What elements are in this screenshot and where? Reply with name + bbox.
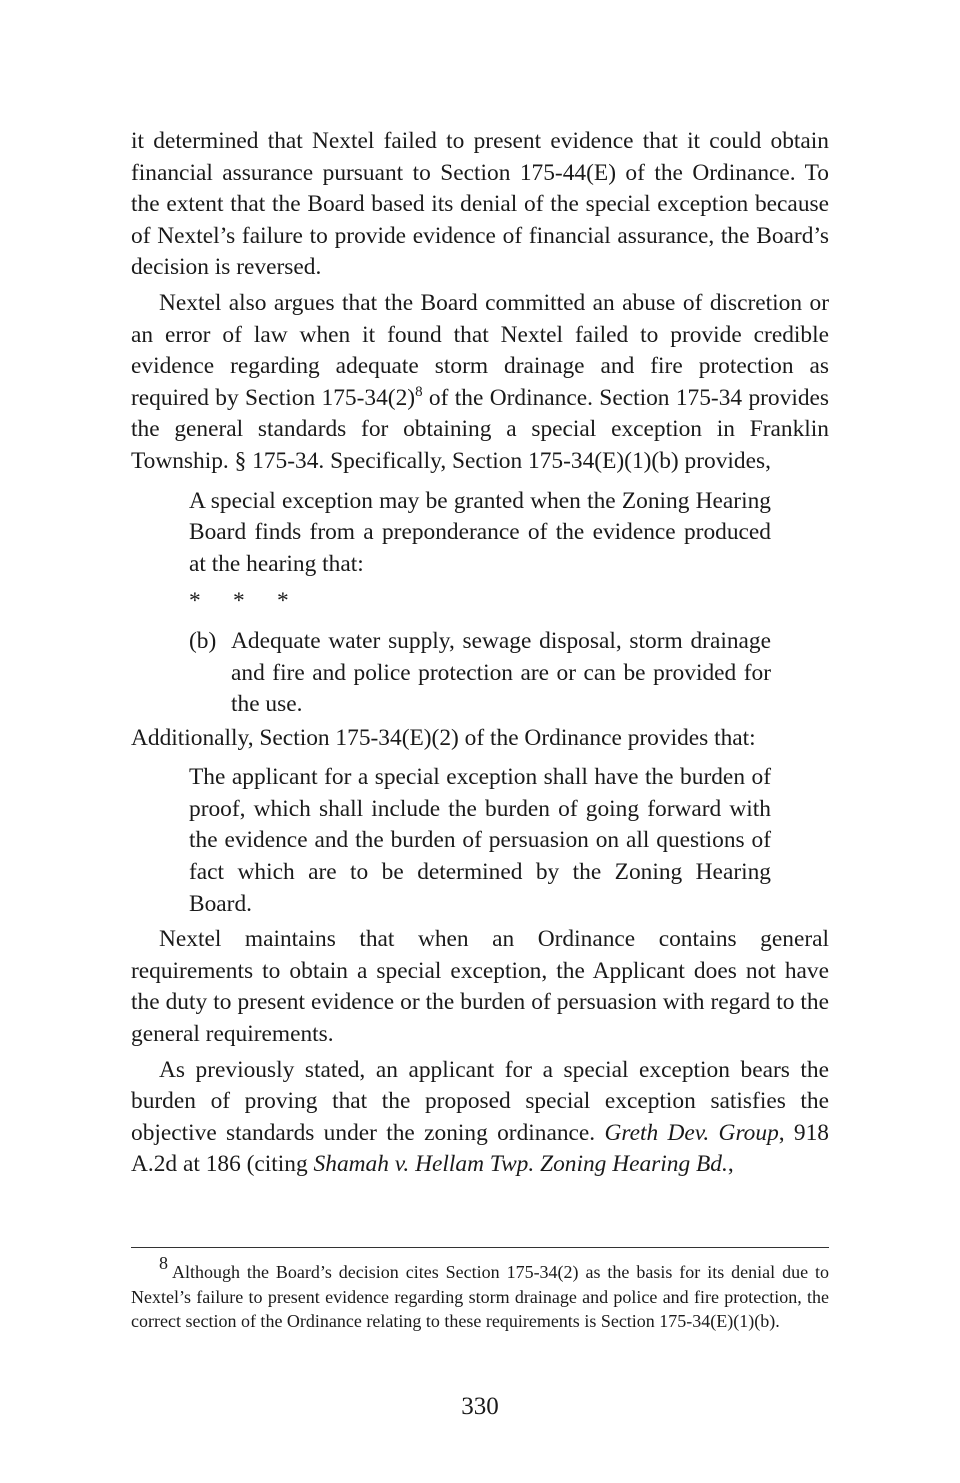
star: * xyxy=(277,588,289,615)
paragraph-2-text-b: of the Ordinance. Section 175-34 provides the general standards for obtaining a special exception in Franklin Township. § 175-34. Specifically, Section 175-34(E)(1)(b) provides, xyxy=(131,384,829,474)
star: * xyxy=(189,588,201,615)
list-item-label: (b) xyxy=(189,627,217,654)
block-quote-1: A special exception may be granted when the Zoning Hearing Board finds from a preponderance of the evidence produced at the hearing that: xyxy=(189,487,771,577)
case-citation-1: Greth Dev. Group xyxy=(604,1119,779,1146)
paragraph-2 xyxy=(131,288,829,478)
footnote xyxy=(131,1253,829,1334)
paragraph-5 xyxy=(131,1055,829,1181)
block-quote-2: The applicant for a special exception shall have the burden of proof, which shall include the burden of going forward with the evidence and the burden of persuasion on all questions of fact which are to be determined by the Zoning Hearing Board. xyxy=(189,764,771,917)
page-body xyxy=(131,126,829,1181)
list-item-text: Adequate water supply, sewage disposal, storm drainage and fire and police protection are or can be provided for the use. xyxy=(231,627,771,718)
paragraph-4: Nextel maintains that when an Ordinance contains general requirements to obtain a special exception, the Applicant does not have the duty to present evidence or the burden of persuasion with regard to the general requirements. xyxy=(131,926,829,1048)
page-number: 330 xyxy=(461,1393,499,1420)
footnote-reference: 8 xyxy=(415,383,423,400)
star: * xyxy=(233,588,245,615)
quoted-list-item xyxy=(189,626,771,721)
footnote-text: Although the Board’s decision cites Section 175-34(2) as the basis for its denial due to Nextel’s failure to present evidence regarding storm drainage and police and fire protection, the correct section of the Ordinance relating to these requirements is Section 175-34(E)(1)(b). xyxy=(131,1262,829,1331)
paragraph-5-text-c: , xyxy=(727,1151,734,1178)
case-citation-2: Shamah v. Hellam Twp. Zoning Hearing Bd. xyxy=(313,1151,728,1178)
paragraph-3: Additionally, Section 175-34(E)(2) of the Ordinance provides that: xyxy=(131,724,756,751)
paragraph-1: it determined that Nextel failed to present evidence that it could obtain financial assurance pursuant to Section 175-44(E) of the Ordinance. To the extent that the Board based its denial of the special exception because of Nextel’s failure to provide evidence of financial assurance, the Board’s decision is reversed. xyxy=(131,128,829,281)
paragraph-2-text-a: Nextel also argues that the Board committed an abuse of discretion or an error of law when it found that Nextel failed to provide credible evidence regarding adequate storm drainage and fire protection as required by Section 175-34(2) xyxy=(131,289,829,411)
paragraph-5-text-a: As previously stated, an applicant for a special exception bears the burden of proving that the proposed special exception satisfies the objective standards under the zoning ordinance. xyxy=(131,1056,829,1146)
footnote-number: 8 xyxy=(159,1253,168,1273)
paragraph-5-text-b: , 918 A.2d at 186 (citing xyxy=(131,1119,830,1178)
footnote-divider xyxy=(131,1247,829,1248)
ellipsis-stars xyxy=(189,586,771,618)
